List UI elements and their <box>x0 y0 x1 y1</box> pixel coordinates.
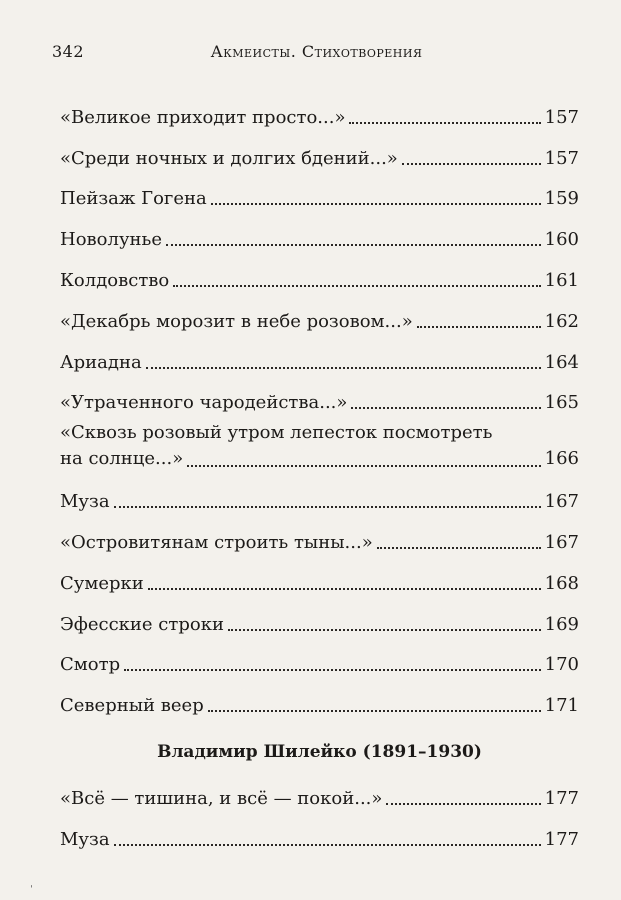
toc-entry <box>60 170 579 211</box>
toc-entry-page: 165 <box>544 392 579 414</box>
toc-entry <box>60 595 579 636</box>
dot-leader <box>166 232 541 246</box>
toc-entry <box>60 554 579 595</box>
toc-entry-page: 167 <box>544 531 579 553</box>
toc-entry-title: Пейзаж Гогена <box>60 188 207 210</box>
dot-leader <box>124 657 541 671</box>
toc-entry-page: 168 <box>544 572 579 594</box>
dot-leader <box>402 151 541 165</box>
toc-entry <box>60 210 579 251</box>
toc-entry <box>60 88 579 129</box>
toc-entry <box>60 636 579 677</box>
toc-entry-page: 157 <box>544 106 579 128</box>
dot-leader <box>114 832 541 846</box>
toc-entry-page: 162 <box>544 310 579 332</box>
toc-entry <box>60 333 579 374</box>
toc-entry-title: «Среди ночных и долгих бдений...» <box>60 147 398 169</box>
toc-entry-page: 177 <box>544 787 579 809</box>
dot-leader <box>146 355 541 369</box>
toc-entry-title: «Утраченного чародейства...» <box>60 392 348 414</box>
toc-entry-page: 177 <box>544 828 579 850</box>
dot-leader <box>148 576 541 590</box>
dot-leader <box>228 617 541 631</box>
toc-entry-title: Муза <box>60 828 110 850</box>
toc-entry-title: Эфесские строки <box>60 613 224 635</box>
toc-entry <box>60 129 579 170</box>
section-heading: Владимир Шилейко (1891–1930) <box>157 742 482 763</box>
dot-leader <box>114 494 541 508</box>
toc-entry-page: 157 <box>544 147 579 169</box>
toc-entry <box>60 769 579 810</box>
toc-entry-page: 171 <box>544 695 579 717</box>
toc-entry-page: 160 <box>544 229 579 251</box>
toc-entry-title: «Великое приходит просто...» <box>60 106 346 128</box>
toc-entry-title: «Декабрь морозит в небе розовом...» <box>60 310 413 332</box>
dot-leader <box>386 791 540 805</box>
toc-entry-title: Колдовство <box>60 269 170 291</box>
toc-entry-title-line1: «Сквозь розовый утром лепесток посмотреть <box>60 422 493 444</box>
toc-entry-page: 164 <box>544 351 579 373</box>
toc-entry-title: Сумерки <box>60 572 144 594</box>
toc-entry-title: Новолунье <box>60 229 162 251</box>
toc-entry-title: «Островитянам строить тыны...» <box>60 531 373 553</box>
toc-entry-title: Смотр <box>60 654 121 676</box>
toc-entry-page: 159 <box>544 188 579 210</box>
toc-entry-title: Северный веер <box>60 695 204 717</box>
dot-leader <box>211 191 541 205</box>
dot-leader <box>187 453 540 467</box>
dot-leader <box>173 273 540 287</box>
dot-leader <box>349 110 540 124</box>
toc-entry <box>60 472 579 513</box>
toc-entry-title: Муза <box>60 491 110 513</box>
toc-entry <box>60 292 579 333</box>
page-number: 342 <box>52 42 85 61</box>
table-of-contents <box>60 88 579 851</box>
toc-entry-title: «Всё — тишина, и всё — покой...» <box>60 787 383 809</box>
toc-entry <box>60 374 579 415</box>
toc-entry <box>60 513 579 554</box>
toc-entry-page: 161 <box>544 269 579 291</box>
dot-leader <box>377 535 541 549</box>
running-title: Акмеисты. Стихотворения <box>210 42 423 61</box>
toc-entry-page: 166 <box>544 448 579 470</box>
edge-mark: ˈ <box>30 885 33 896</box>
toc-entry-multiline <box>60 414 579 472</box>
toc-entry-page: 169 <box>544 613 579 635</box>
dot-leader <box>351 395 540 409</box>
dot-leader <box>417 314 541 328</box>
toc-entry-page: 167 <box>544 491 579 513</box>
running-header <box>52 42 581 66</box>
toc-entry <box>60 810 579 851</box>
toc-entry-page: 170 <box>544 654 579 676</box>
toc-entry <box>60 251 579 292</box>
toc-entry <box>60 676 579 717</box>
dot-leader <box>208 698 541 712</box>
toc-entry-title-line2: на солнце...» <box>60 448 184 470</box>
toc-entry-title: Ариадна <box>60 351 142 373</box>
